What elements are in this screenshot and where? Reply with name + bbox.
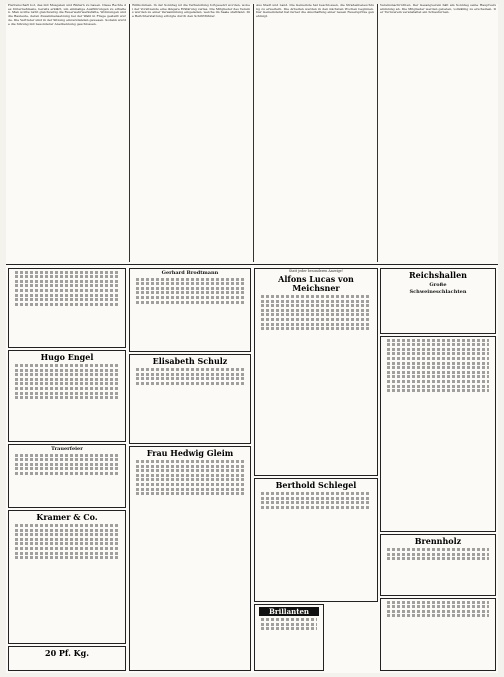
- brennholz-ad: [380, 534, 496, 596]
- kramer-title: Kramer & Co.: [36, 512, 98, 522]
- meichsner-intro: Statt jeder besonderen Anzeige!: [288, 269, 344, 273]
- text-column-4: [380, 4, 496, 262]
- gerhard-title: Gerhard Brodtmann: [161, 270, 219, 276]
- brillanten-title: Brillanten: [259, 607, 319, 616]
- trauerfeier-ad: [8, 444, 126, 508]
- column-divider: [253, 4, 254, 262]
- berthold-schlegel-title: Berthold Schlegel: [275, 480, 357, 490]
- reichshallen-title: Reichshallen: [409, 270, 467, 280]
- elisabeth-schulz-title: Elisabeth Schulz: [152, 356, 228, 366]
- ads-separator-rule: [6, 264, 498, 265]
- gerhard-brodtmann-ad: [129, 268, 251, 352]
- hedwig-gleim-ad: [129, 446, 251, 671]
- birth-announcement-ad: [8, 268, 126, 348]
- kramer-ad: [8, 510, 126, 644]
- berthold-schlegel-ad: [254, 478, 378, 602]
- column-divider: [377, 4, 378, 262]
- column-3-text: Aus Stadt und Land. Die Gemeinde hat beschlossen, die Straßenbeleuchtung zu erweitern. Die Arbeiten werden in den nächsten Wochen beginnen. Der Gemeinderat hat ferner die Anschaffung einer neuen Feuerspritze genehmigt.: [256, 4, 374, 19]
- meichsner-ad: [254, 268, 378, 476]
- hugo-engel-ad: [8, 350, 126, 442]
- price-text: 20 Pf. Kg.: [45, 648, 89, 658]
- column-2-text: Willkommen. In der Sonntag ist die Verhandlung fortgesetzt worden, wobei der Vorsitzende eine längere Erklärung verlas. Die Mitglieder des Vereins wurden zu einer Versammlung eingeladen, welche im Saale stattfand. Die Berichterstattung erfolgte durch den Schriftführer.: [132, 4, 250, 19]
- column-1-text: Herrenschaft bot, das mit Musgelen und Bildern zu bauen. Diese Rechte des Unternehmens, bereits erklärt, um einmalige Ausführungen zu erhalten. Man wollte nicht gleichzeitig die Feuerwehrwerkstätte, Wohnungen und die Bauleute, deren Zusammensetzung bei der Wahl in Frage gestellt wurde. Die Vertreter sind in der Sitzung einverstanden gewesen. Sodann wurde die Sitzung mit besonderer Anerkennung geschlossen.: [8, 4, 126, 26]
- elisabeth-schulz-ad: [129, 354, 251, 444]
- price-ad: [8, 646, 126, 671]
- text-column-1: [8, 4, 126, 262]
- reichshallen-line2: Große: [429, 282, 447, 288]
- brillanten-ad: [254, 604, 324, 671]
- text-column-3: [256, 4, 374, 262]
- reichshallen-line3: Schweineschlachten: [409, 289, 467, 295]
- hugo-engel-title: Hugo Engel: [40, 352, 94, 362]
- hedwig-gleim-title: Frau Hedwig Gleim: [146, 448, 234, 458]
- text-column-2: [132, 4, 250, 262]
- column-divider: [129, 4, 130, 262]
- misc-ad: [380, 598, 496, 671]
- classified-ads-block: [380, 336, 496, 532]
- trauerfeier-title: Trauerfeier: [51, 446, 83, 452]
- meichsner-name: Alfons Lucas von Meichsner: [278, 274, 354, 293]
- newspaper-page: [6, 4, 498, 673]
- brennholz-title: Brennholz: [414, 536, 462, 546]
- column-4-text: Vereinsnachrichten. Der Gesangverein hält am Sonntag seine Hauptversammlung ab. Die Mitglieder werden gebeten, vollzählig zu erscheinen. Der Turnverein veranstaltet ein Schauturnen.: [380, 4, 496, 15]
- reichshallen-ad: [380, 268, 496, 334]
